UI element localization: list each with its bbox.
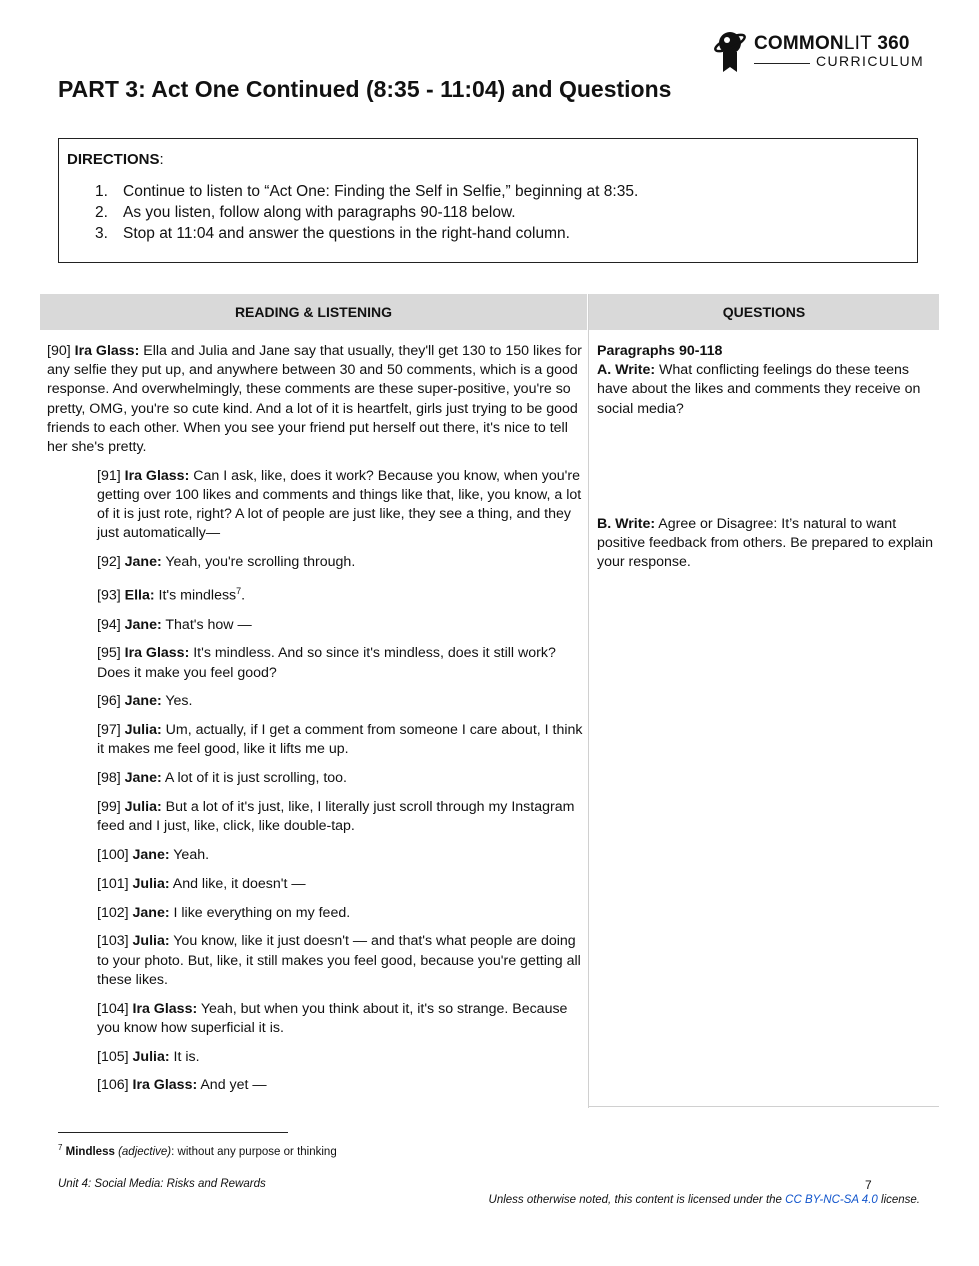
paragraph-number: [101] xyxy=(97,875,129,892)
paragraph-text: Yes. xyxy=(161,693,193,710)
paragraph-99 xyxy=(47,798,583,836)
speaker-name: Jane: xyxy=(132,904,170,921)
speaker-name: Julia: xyxy=(132,1048,170,1065)
speaker-name: Jane: xyxy=(124,554,162,571)
speaker-name: Ira Glass: xyxy=(132,1077,198,1094)
paragraph-102 xyxy=(47,904,583,923)
paragraph-103 xyxy=(47,932,583,990)
logo-rule xyxy=(754,63,810,64)
footnote-number: 7 xyxy=(58,1143,63,1152)
paragraph-text: And like, it doesn't — xyxy=(169,875,306,892)
directions-item-text: Stop at 11:04 and answer the questions in the right-hand column. xyxy=(123,225,570,242)
speaker-name: Ira Glass: xyxy=(124,645,190,662)
speaker-name: Jane: xyxy=(132,846,170,863)
paragraph-101 xyxy=(47,875,583,894)
table-bottom-border xyxy=(589,1106,939,1107)
paragraph-number: [95] xyxy=(97,645,121,662)
paragraph-text: Can I ask, like, does it work? Because you know, when you're getting over 100 likes and comments and things like that, like, you know, a lot of it is just rote, right? A lot of people are just like, they see a thing, and they just automatically— xyxy=(97,467,582,542)
directions-heading xyxy=(67,151,164,168)
directions-item xyxy=(59,181,638,202)
paragraph-number: [104] xyxy=(97,1000,129,1017)
reading-column xyxy=(47,342,583,1105)
paragraph-number: [91] xyxy=(97,467,121,484)
paragraph-95 xyxy=(47,644,583,682)
logo-brand-bold: COMMON xyxy=(754,33,844,54)
questions-column xyxy=(597,342,935,572)
paragraph-number: [93] xyxy=(97,587,121,604)
question-a xyxy=(597,361,935,419)
paragraph-number: [106] xyxy=(97,1077,129,1094)
footnote xyxy=(58,1143,337,1158)
speaker-name: Julia: xyxy=(132,933,170,950)
paragraph-106 xyxy=(47,1076,583,1095)
questions-header: QUESTIONS xyxy=(589,294,939,330)
logo-subtitle: CURRICULUM xyxy=(816,53,925,69)
paragraph-text: It is. xyxy=(169,1048,200,1065)
directions-item xyxy=(59,202,638,223)
paragraph-94 xyxy=(47,616,583,635)
directions-item-number: 1. xyxy=(95,183,108,200)
paragraph-text: It's mindless. And so since it's mindless, does it still work? Does it make you feel good? xyxy=(97,645,556,681)
speaker-name: Julia: xyxy=(132,875,170,892)
page-title: PART 3: Act One Continued (8:35 - 11:04) and Questions xyxy=(58,76,672,102)
footnote-reference: 7 xyxy=(236,586,242,597)
paragraph-text: Yeah, but when you think about it, it's so strange. Because you know how superficial it is. xyxy=(97,1000,568,1036)
paragraph-number: [100] xyxy=(97,846,129,863)
paragraph-number: [102] xyxy=(97,904,129,921)
logo-brand xyxy=(754,33,910,55)
directions-item-number: 3. xyxy=(95,225,108,242)
questions-heading-text: Paragraphs 90-118 xyxy=(597,343,723,359)
question-b xyxy=(597,515,935,573)
paragraph-98 xyxy=(47,769,583,788)
speaker-name: Ira Glass: xyxy=(74,343,140,359)
paragraph-text: But a lot of it's just, like, I literally just scroll through my Instagram feed and I just, like, click, like double-tap. xyxy=(97,798,575,835)
paragraph-number: [96] xyxy=(97,693,121,710)
paragraph-number: [92] xyxy=(97,554,121,571)
paragraph-91 xyxy=(47,467,583,544)
directions-item-text: As you listen, follow along with paragraphs 90-118 below. xyxy=(123,204,516,221)
commonlit-logo xyxy=(714,28,924,76)
license-post: license. xyxy=(877,1194,920,1206)
footnote-rule xyxy=(58,1132,288,1133)
logo-brand-num: 360 xyxy=(871,33,910,54)
paragraph-text: That's how — xyxy=(161,616,252,633)
logo-brand-thin: LIT xyxy=(843,33,872,54)
license-pre: Unless otherwise noted, this content is licensed under the xyxy=(488,1194,786,1206)
paragraph-105 xyxy=(47,1048,583,1067)
question-b-label: B. Write: xyxy=(597,515,656,532)
speaker-name: Jane: xyxy=(124,616,162,633)
license-notice xyxy=(489,1194,920,1206)
paragraph-number: [105] xyxy=(97,1048,129,1065)
paragraph-100 xyxy=(47,846,583,865)
speaker-name: Jane: xyxy=(124,693,162,710)
directions-box xyxy=(58,138,918,263)
paragraph-text: It's mindless xyxy=(154,587,237,604)
paragraph-text: Um, actually, if I get a comment from someone I care about, I think it makes me feel good, like it lifts me up. xyxy=(97,722,583,758)
paragraph-number: [99] xyxy=(97,798,121,815)
paragraph-number: [98] xyxy=(97,770,121,787)
speaker-name: Ira Glass: xyxy=(124,467,190,484)
paragraph-text: Yeah. xyxy=(169,846,210,863)
footnote-part-of-speech: (adjective) xyxy=(118,1145,172,1158)
paragraph-90 xyxy=(47,342,583,457)
directions-item-number: 2. xyxy=(95,204,108,221)
paragraph-93 xyxy=(47,582,583,606)
paragraph-number: [94] xyxy=(97,616,121,633)
paragraph-text: And yet — xyxy=(197,1077,267,1094)
directions-item-text: Continue to listen to “Act One: Finding the Self in Selfie,” beginning at 8:35. xyxy=(123,183,639,200)
paragraph-92 xyxy=(47,553,583,572)
footer-unit: Unit 4: Social Media: Risks and Rewards xyxy=(58,1178,266,1190)
question-a-label: A. Write: xyxy=(597,362,656,379)
commonlit-emblem-icon xyxy=(714,28,750,74)
directions-label: DIRECTIONS xyxy=(67,151,160,168)
license-link[interactable]: CC BY-NC-SA 4.0 xyxy=(785,1194,878,1206)
paragraph-text: A lot of it is just scrolling, too. xyxy=(161,770,347,787)
paragraph-number: [103] xyxy=(97,933,129,950)
footnote-term: Mindless xyxy=(65,1145,115,1158)
paragraph-97 xyxy=(47,721,583,759)
speaker-name: Julia: xyxy=(124,722,162,739)
paragraph-104 xyxy=(47,1000,583,1038)
reading-listening-header: READING & LISTENING xyxy=(40,294,587,330)
speaker-name: Julia: xyxy=(124,798,162,815)
reading-questions-table xyxy=(40,294,939,1108)
speaker-name: Ella: xyxy=(124,587,155,604)
paragraph-text: Yeah, you're scrolling through. xyxy=(161,554,356,571)
paragraph-text: Ella and Julia and Jane say that usually, they'll get 130 to 150 likes for any selfie they put up, and anywhere between 30 and 50 comments, which is a good response. And overwhelmingly, these comments are these super-positive, you're so pretty, OMG, you're so cute kind. And a lot of it is heartfelt, girls just trying to be good friends to each other. When you see your friend put herself out there, it's nice to tell her she's pretty. xyxy=(47,343,582,456)
directions-item xyxy=(59,223,638,244)
paragraph-number: [90] xyxy=(47,343,71,359)
paragraph-number: [97] xyxy=(97,722,121,739)
question-a-text: What conflicting feelings do these teens have about the likes and comments they receive on social media? xyxy=(597,362,921,417)
speaker-name: Ira Glass: xyxy=(132,1000,198,1017)
paragraph-text: I like everything on my feed. xyxy=(169,904,351,921)
directions-colon: : xyxy=(159,151,164,168)
paragraph-text-end: . xyxy=(241,587,246,604)
directions-list xyxy=(59,181,638,244)
column-divider xyxy=(588,294,589,1108)
question-b-text: Agree or Disagree: It’s natural to want positive feedback from others. Be prepared to explain your response. xyxy=(597,515,933,571)
paragraph-text: You know, like it just doesn't — and that's what people are doing to your photo. But, like, it still makes you feel good, because you're getting all these likes. xyxy=(97,933,581,988)
speaker-name: Jane: xyxy=(124,770,162,787)
paragraph-96 xyxy=(47,692,583,711)
footnote-definition: : without any purpose or thinking xyxy=(171,1145,337,1158)
questions-heading xyxy=(597,342,935,361)
page-number: 7 xyxy=(865,1178,872,1192)
